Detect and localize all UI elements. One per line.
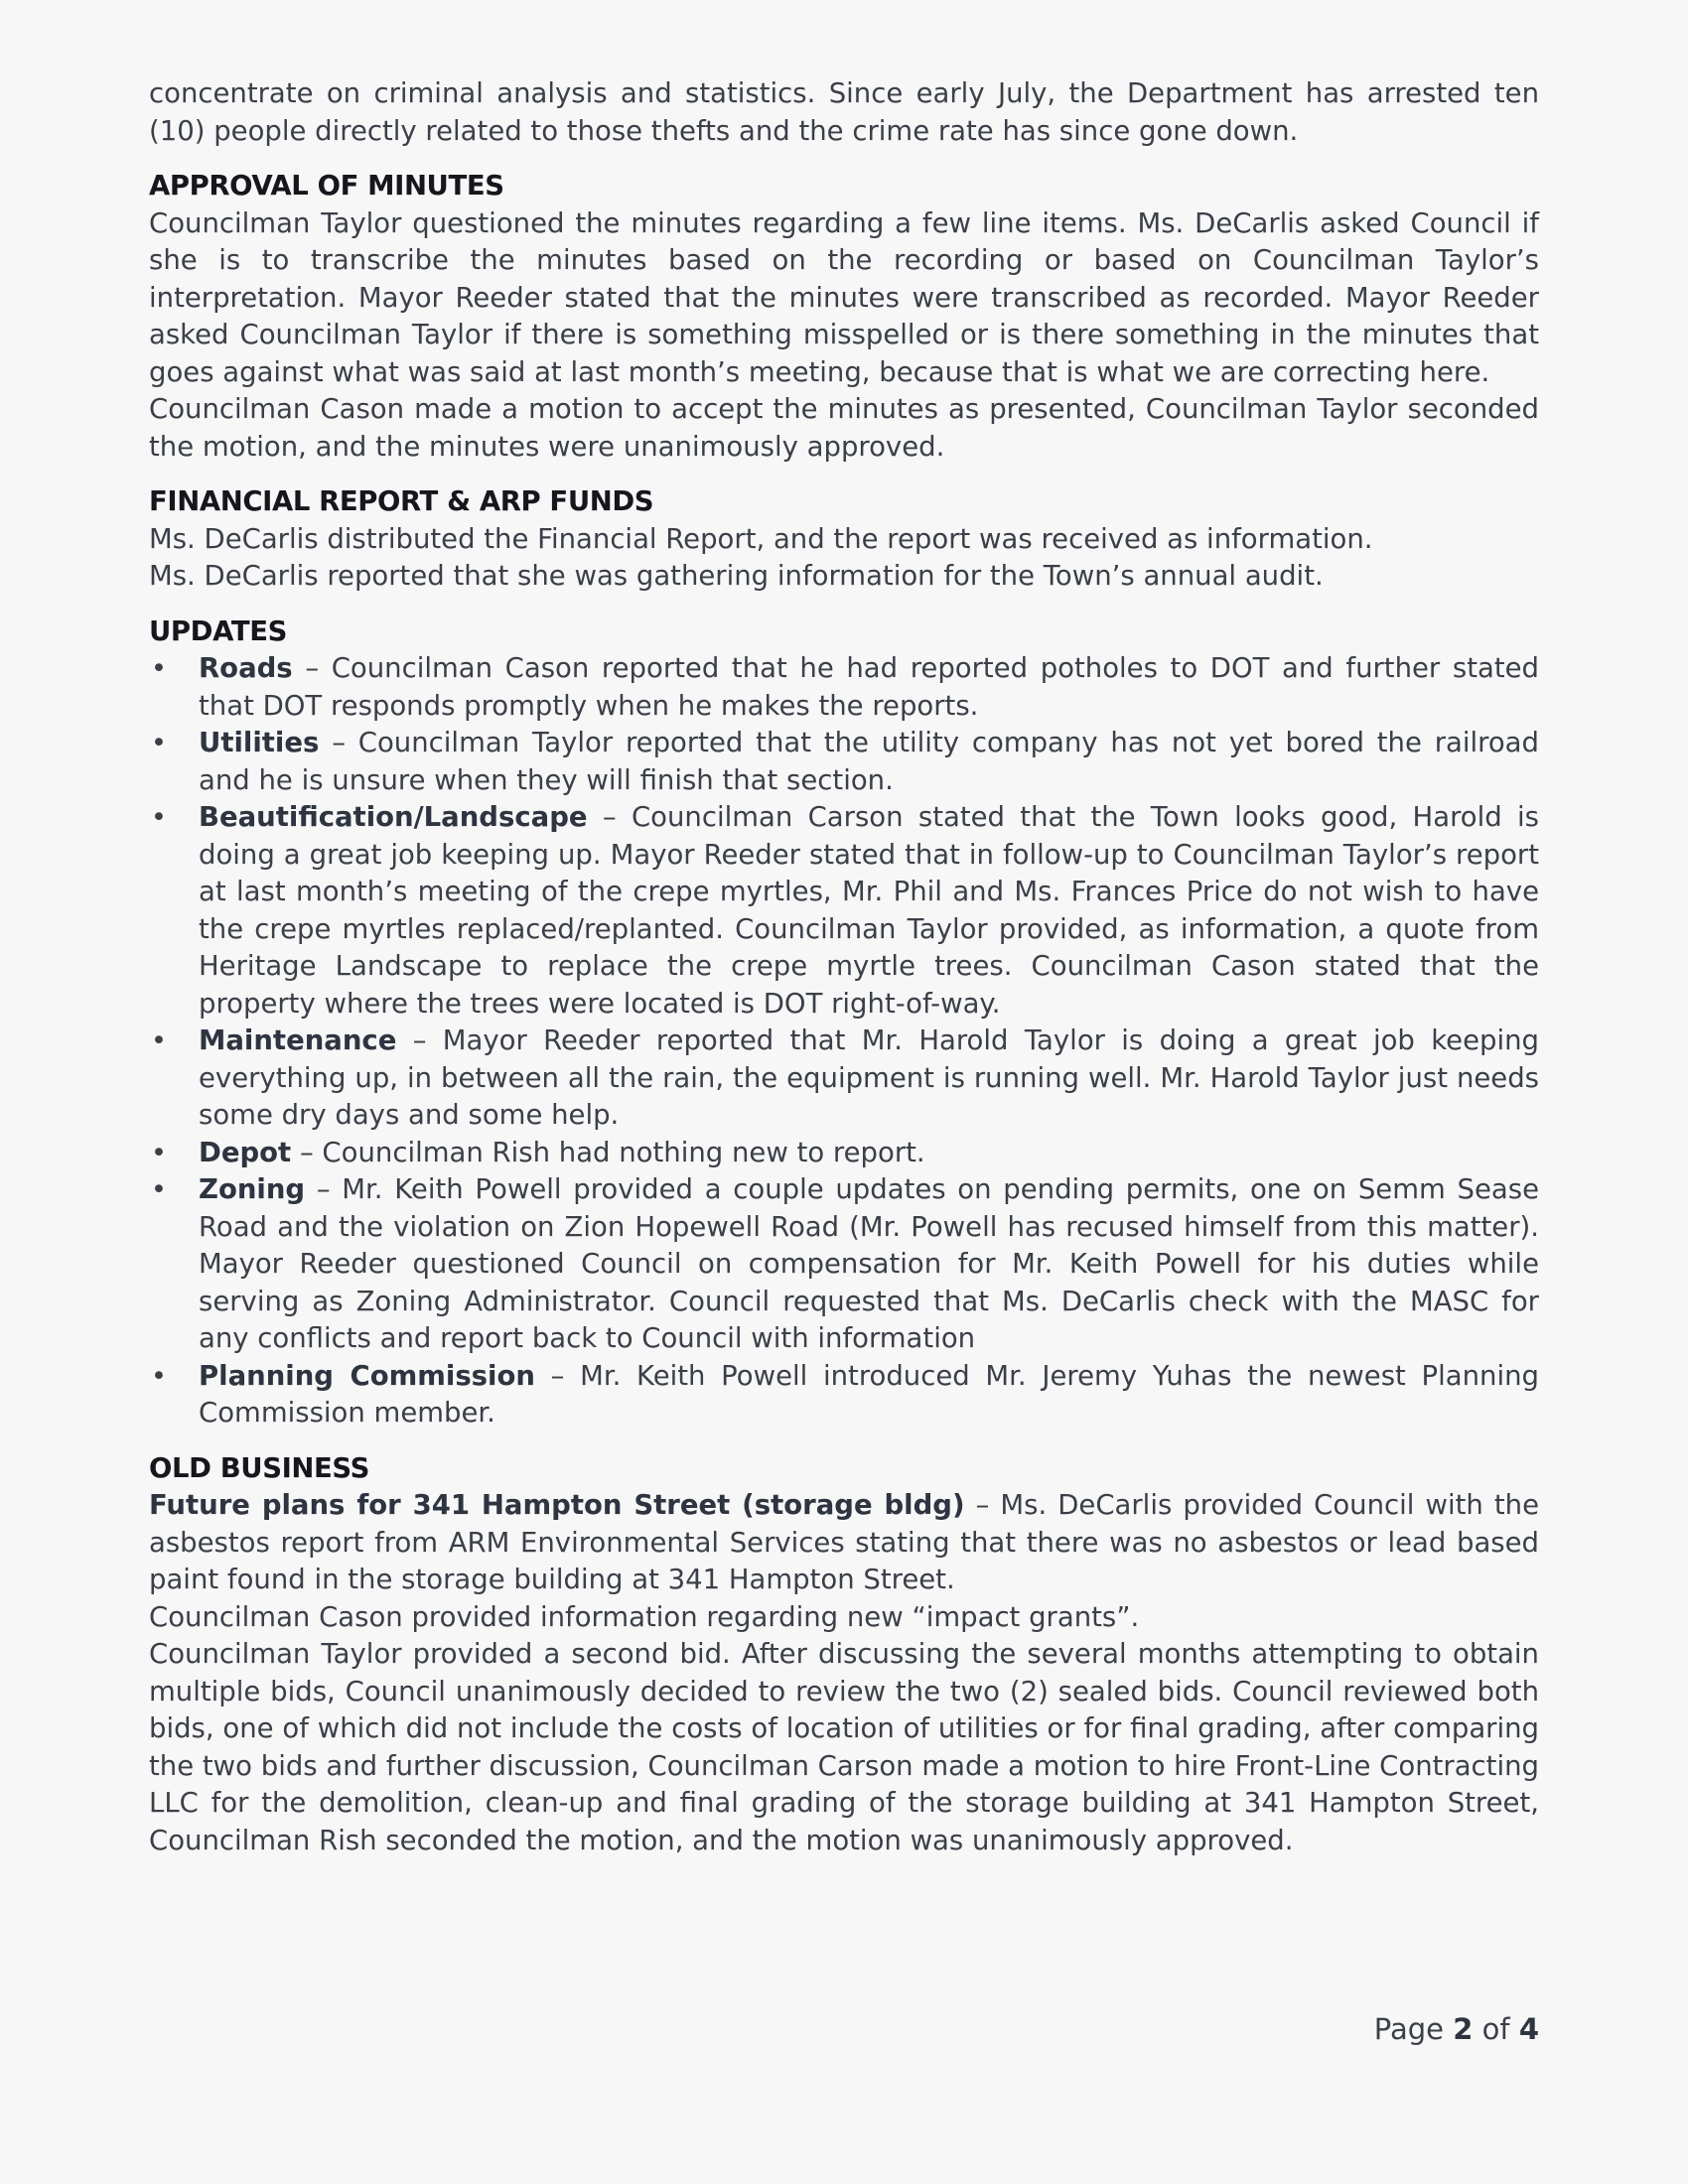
page-word: Page [1373, 2012, 1445, 2046]
update-text: – Councilman Carson stated that the Town looks good, Harold is doing a great job keeping up. Mayor Reeder stated that in follow-up to Councilman Taylor’s report at last month’s meeting of the crepe myrtles, Mr. Phil and Ms. Frances Price do not wish to have the crepe myrtles replaced/replanted. Councilman Taylor provided, as information, a quote from Heritage Landscape to replace the crepe myrtle trees. Councilman Cason stated that the property where the trees were located is DOT right-of-way. [199, 801, 1539, 1020]
update-label: Planning Commission [199, 1359, 535, 1392]
update-label: Roads [199, 652, 293, 684]
old-business-paragraph-3: Councilman Taylor provided a second bid. After discussing the several months attempting to obtain multiple bids, Council unanimously decided to review the two (2) sealed bids. Council reviewed both bids, one of which did not include the costs of location of utilities or for final grading, after comparing the two bids and further discussion, Councilman Carson made a motion to hire Front-Line Contracting LLC for the demolition, clean-up and final grading of the storage building at 341 Hampton Street, Councilman Rish seconded the motion, and the motion was unanimously approved. [149, 1638, 1539, 1856]
bullet-icon: • [151, 1174, 167, 1205]
approval-of-minutes-heading: APPROVAL OF MINUTES [149, 170, 504, 202]
current-page-number: 2 [1453, 2012, 1474, 2046]
update-item-depot [149, 1135, 1539, 1172]
intro-paragraph: concentrate on criminal analysis and statistics. Since early July, the Department has arrested ten (10) people directly related to those thefts and the crime rate has since gone down. [149, 77, 1539, 147]
update-text: – Mayor Reeder reported that Mr. Harold Taylor is doing a great job keeping everything up, in between all the rain, the equipment is running well. Mr. Harold Taylor just needs some dry days and some help. [199, 1024, 1539, 1131]
updates-list [149, 650, 1539, 1433]
update-item-beautification [149, 799, 1539, 1023]
update-text: – Councilman Rish had nothing new to report. [291, 1136, 925, 1168]
update-text: – Councilman Cason reported that he had reported potholes to DOT and further stated that DOT responds promptly when he makes the reports. [199, 652, 1539, 722]
old-business-paragraph-1-text: – Ms. DeCarlis provided Council with the asbestos report from ARM Environmental Services stating that there was no asbestos or lead based paint found in the storage building at 341 Hampton Street. [149, 1489, 1539, 1595]
total-page-count: 4 [1518, 2012, 1539, 2046]
financial-report-paragraph-1: Ms. DeCarlis distributed the Financial Report, and the report was received as information. [149, 522, 1373, 555]
financial-report-section [149, 483, 1539, 596]
old-business-paragraph-1 [149, 1487, 1539, 1599]
update-text: – Mr. Keith Powell introduced Mr. Jeremy Yuhas the newest Planning Commission member. [199, 1359, 1539, 1429]
bullet-icon: • [151, 1360, 167, 1392]
update-label: Utilities [199, 727, 320, 758]
financial-report-paragraph-2: Ms. DeCarlis reported that she was gathering information for the Town’s annual audit. [149, 560, 1324, 592]
update-label: Depot [199, 1136, 292, 1168]
updates-heading: UPDATES [149, 614, 288, 647]
bullet-icon: • [151, 802, 167, 833]
bullet-icon: • [151, 1025, 167, 1056]
financial-report-heading: FINANCIAL REPORT & ARP FUNDS [149, 485, 654, 517]
approval-of-minutes-section [149, 168, 1539, 466]
update-item-utilities [149, 725, 1539, 799]
old-business-section [149, 1450, 1539, 1860]
update-text: – Mr. Keith Powell provided a couple updates on pending permits, one on Semm Sease Road and the violation on Zion Hopewell Road (Mr. Powell has recused himself from this matter). Mayor Reeder questioned Council on compensation for Mr. Keith Powell for his duties while serving as Zoning Administrator. Council requested that Ms. DeCarlis check with the MASC for any conflicts and report back to Council with information [199, 1173, 1539, 1354]
bullet-icon: • [151, 653, 167, 684]
update-item-planning-commission [149, 1358, 1539, 1433]
approval-of-minutes-paragraph-1: Councilman Taylor questioned the minutes regarding a few line items. Ms. DeCarlis asked Council if she is to transcribe the minutes based on the recording or based on Councilman Taylor’s interpretation. Mayor Reeder stated that the minutes were transcribed as recorded. Mayor Reeder asked Councilman Taylor if there is something misspelled or is there something in the minutes that goes against what was said at last month’s meeting, because that is what we are correcting here. [149, 206, 1539, 388]
of-word: of [1481, 2012, 1510, 2046]
update-label: Maintenance [199, 1024, 397, 1056]
bullet-icon: • [151, 728, 167, 758]
old-business-paragraph-2: Councilman Cason provided information regarding new “impact grants”. [149, 1600, 1140, 1633]
update-item-zoning [149, 1171, 1539, 1358]
bullet-icon: • [151, 1137, 167, 1168]
old-business-lead: Future plans for 341 Hampton Street (storage bldg) [149, 1489, 965, 1521]
update-item-roads [149, 650, 1539, 725]
old-business-heading: OLD BUSINESS [149, 1451, 370, 1484]
page-number [1374, 2009, 1539, 2049]
update-label: Beautification/Landscape [199, 801, 588, 833]
approval-of-minutes-paragraph-2: Councilman Cason made a motion to accept the minutes as presented, Councilman Taylor seconded the motion, and the minutes were unanimously approved. [149, 393, 1539, 463]
update-item-maintenance [149, 1023, 1539, 1135]
updates-section [149, 614, 1539, 1433]
update-label: Zoning [199, 1173, 306, 1205]
document-page [149, 75, 1539, 1859]
update-text: – Councilman Taylor reported that the utility company has not yet bored the railroad and he is unsure when they will finish that section. [199, 727, 1539, 796]
